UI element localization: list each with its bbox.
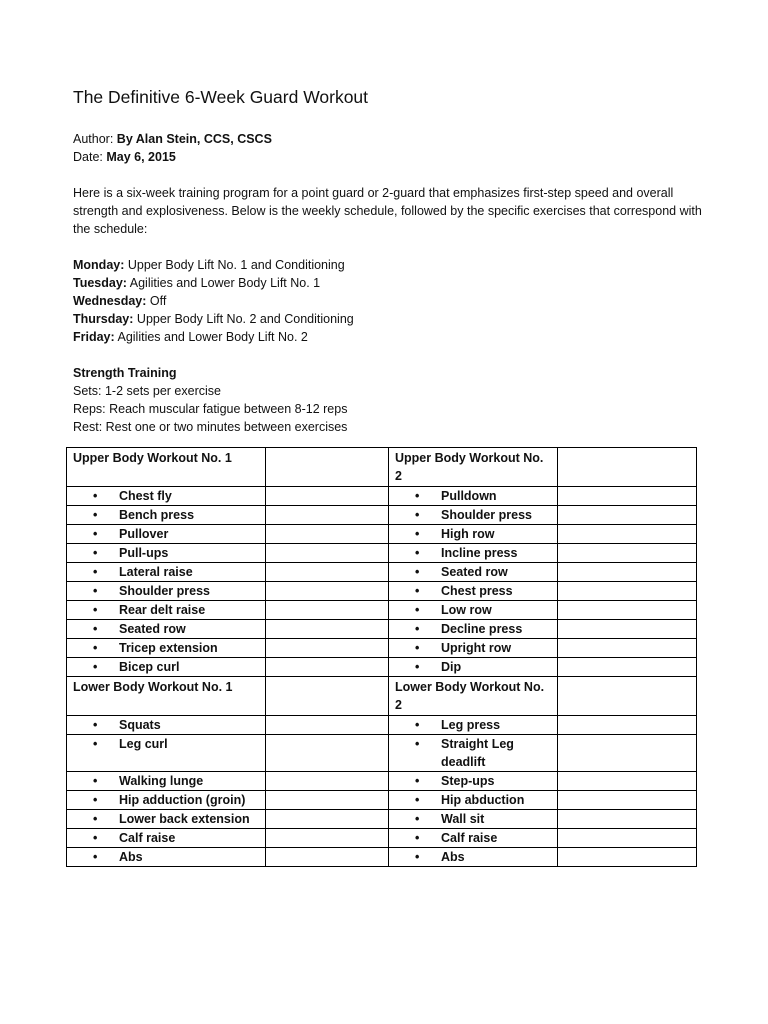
- empty-cell: [266, 506, 389, 525]
- empty-cell: [558, 544, 697, 563]
- exercise-cell: [389, 829, 558, 848]
- exercise-cell: [389, 525, 558, 544]
- bullet-icon: •: [415, 641, 420, 655]
- exercise-cell: [67, 791, 266, 810]
- empty-cell: [558, 810, 697, 829]
- table-header-row: [67, 677, 697, 716]
- list-item: [73, 582, 259, 600]
- schedule-activity: Agilities and Lower Body Lift No. 1: [129, 276, 321, 290]
- table-row: [67, 525, 697, 544]
- schedule-day: Wednesday:: [73, 294, 147, 308]
- bullet-icon: •: [93, 603, 98, 617]
- empty-cell: [266, 829, 389, 848]
- bullet-icon: •: [415, 812, 420, 826]
- bullet-icon: •: [415, 546, 420, 560]
- list-item: [395, 716, 551, 734]
- bullet-icon: •: [93, 812, 98, 826]
- workout-table: [66, 447, 697, 867]
- empty-cell: [558, 735, 697, 772]
- schedule-line: [73, 310, 703, 328]
- exercise-name: Shoulder press: [119, 584, 210, 598]
- bullet-icon: •: [415, 527, 420, 541]
- exercise-cell: [389, 716, 558, 735]
- list-item: [73, 639, 259, 657]
- exercise-name: Pullover: [119, 527, 169, 541]
- list-item: [395, 810, 551, 828]
- list-item: [395, 620, 551, 638]
- schedule-day: Friday:: [73, 330, 115, 344]
- empty-cell: [266, 658, 389, 677]
- table-row: [67, 848, 697, 867]
- empty-cell: [558, 772, 697, 791]
- empty-cell: [558, 582, 697, 601]
- exercise-cell: [67, 620, 266, 639]
- bullet-icon: •: [93, 527, 98, 541]
- schedule-activity: Off: [149, 294, 167, 308]
- schedule-day: Monday:: [73, 258, 125, 272]
- exercise-name: Shoulder press: [441, 508, 532, 522]
- weekly-schedule: [73, 256, 703, 346]
- exercise-name: Calf raise: [441, 831, 498, 845]
- empty-cell: [558, 563, 697, 582]
- exercise-cell: [389, 487, 558, 506]
- exercise-name: Incline press: [441, 546, 518, 560]
- strength-sets: Sets: 1-2 sets per exercise: [73, 384, 221, 398]
- list-item: [395, 791, 551, 809]
- list-item: [395, 506, 551, 524]
- bullet-icon: •: [415, 603, 420, 617]
- list-item: [395, 601, 551, 619]
- list-item: [395, 639, 551, 657]
- exercise-cell: [389, 620, 558, 639]
- lower-body-1-header: Lower Body Workout No. 1: [67, 677, 266, 716]
- exercise-cell: [67, 563, 266, 582]
- bullet-icon: •: [93, 793, 98, 807]
- exercise-name: Upright row: [441, 641, 512, 655]
- exercise-cell: [389, 544, 558, 563]
- upper-body-1-header: Upper Body Workout No. 1: [67, 448, 266, 487]
- list-item: [73, 716, 259, 734]
- exercise-name: Wall sit: [441, 812, 485, 826]
- exercise-cell: [389, 639, 558, 658]
- exercise-cell: [67, 525, 266, 544]
- table-row: [67, 829, 697, 848]
- date-value: May 6, 2015: [106, 150, 176, 164]
- exercise-name: Lower back extension: [119, 812, 250, 826]
- empty-cell: [266, 810, 389, 829]
- table-row: [67, 791, 697, 810]
- bullet-icon: •: [93, 622, 98, 636]
- empty-cell: [558, 487, 697, 506]
- list-item: [73, 810, 259, 828]
- exercise-cell: [67, 601, 266, 620]
- exercise-cell: [67, 639, 266, 658]
- bullet-icon: •: [93, 489, 98, 503]
- empty-cell: [266, 487, 389, 506]
- list-item: [395, 829, 551, 847]
- bullet-icon: •: [415, 737, 420, 751]
- list-item: [73, 791, 259, 809]
- schedule-day: Tuesday:: [73, 276, 127, 290]
- empty-cell: [558, 848, 697, 867]
- upper-body-2-header: Upper Body Workout No. 2: [389, 448, 558, 487]
- empty-cell: [266, 582, 389, 601]
- schedule-line: [73, 274, 703, 292]
- exercise-cell: [389, 772, 558, 791]
- list-item: [73, 563, 259, 581]
- empty-cell: [558, 791, 697, 810]
- schedule-day: Thursday:: [73, 312, 134, 326]
- empty-cell: [558, 525, 697, 544]
- exercise-cell: [67, 735, 266, 772]
- list-item: [73, 487, 259, 505]
- schedule-line: [73, 292, 703, 310]
- exercise-name: Chest press: [441, 584, 513, 598]
- bullet-icon: •: [93, 831, 98, 845]
- table-row: [67, 620, 697, 639]
- empty-cell: [558, 639, 697, 658]
- list-item: [395, 658, 551, 676]
- bullet-icon: •: [415, 718, 420, 732]
- exercise-name: Abs: [441, 850, 465, 864]
- list-item: [73, 848, 259, 866]
- schedule-activity: Upper Body Lift No. 1 and Conditioning: [127, 258, 345, 272]
- bullet-icon: •: [415, 622, 420, 636]
- exercise-cell: [67, 487, 266, 506]
- empty-cell: [266, 716, 389, 735]
- empty-cell: [558, 716, 697, 735]
- strength-heading: Strength Training: [73, 366, 177, 380]
- list-item: [73, 525, 259, 543]
- table-header-row: [67, 448, 697, 487]
- bullet-icon: •: [415, 850, 420, 864]
- schedule-line: [73, 328, 703, 346]
- list-item: [395, 582, 551, 600]
- bullet-icon: •: [93, 660, 98, 674]
- table-row: [67, 658, 697, 677]
- list-item: [73, 601, 259, 619]
- exercise-cell: [67, 544, 266, 563]
- list-item: [395, 735, 551, 771]
- document-body: [73, 86, 703, 436]
- exercise-cell: [67, 810, 266, 829]
- exercise-cell: [67, 772, 266, 791]
- bullet-icon: •: [415, 774, 420, 788]
- exercise-name: Bicep curl: [119, 660, 180, 674]
- exercise-name: Tricep extension: [119, 641, 218, 655]
- bullet-icon: •: [93, 737, 98, 751]
- document-title: The Definitive 6-Week Guard Workout: [73, 87, 369, 107]
- bullet-icon: •: [415, 489, 420, 503]
- bullet-icon: •: [415, 793, 420, 807]
- exercise-cell: [67, 848, 266, 867]
- table-row: [67, 810, 697, 829]
- exercise-cell: [67, 506, 266, 525]
- list-item: [395, 848, 551, 866]
- strength-reps: Reps: Reach muscular fatigue between 8-12 reps: [73, 402, 348, 416]
- bullet-icon: •: [415, 565, 420, 579]
- author-line: [73, 130, 703, 148]
- list-item: [395, 487, 551, 505]
- exercise-name: High row: [441, 527, 495, 541]
- exercise-cell: [389, 735, 558, 772]
- schedule-activity: Upper Body Lift No. 2 and Conditioning: [136, 312, 354, 326]
- exercise-name: Pull-ups: [119, 546, 169, 560]
- schedule-line: [73, 256, 703, 274]
- bullet-icon: •: [93, 641, 98, 655]
- empty-cell: [266, 544, 389, 563]
- list-item: [395, 772, 551, 790]
- empty-cell: [558, 677, 697, 716]
- table-row: [67, 563, 697, 582]
- exercise-name: Pulldown: [441, 489, 497, 503]
- table-row: [67, 506, 697, 525]
- exercise-cell: [389, 563, 558, 582]
- list-item: [395, 525, 551, 543]
- exercise-name: Leg press: [441, 718, 501, 732]
- table-row: [67, 735, 697, 772]
- bullet-icon: •: [415, 831, 420, 845]
- intro-paragraph: Here is a six-week training program for a point guard or 2-guard that emphasizes first-step speed and overall strength and explosiveness. Below is the weekly schedule, followed by the specific exercises that correspond with the schedule:: [73, 186, 702, 236]
- bullet-icon: •: [93, 508, 98, 522]
- exercise-name: Decline press: [441, 622, 523, 636]
- list-item: [73, 772, 259, 790]
- empty-cell: [266, 791, 389, 810]
- empty-cell: [266, 848, 389, 867]
- lower-body-2-header: Lower Body Workout No. 2: [389, 677, 558, 716]
- exercise-cell: [389, 601, 558, 620]
- exercise-name: Rear delt raise: [119, 603, 206, 617]
- exercise-cell: [389, 506, 558, 525]
- empty-cell: [266, 563, 389, 582]
- empty-cell: [266, 772, 389, 791]
- exercise-name: Straight Leg deadlift: [441, 737, 514, 769]
- author-label: Author:: [73, 132, 114, 146]
- table-row: [67, 544, 697, 563]
- exercise-cell: [389, 582, 558, 601]
- empty-cell: [558, 601, 697, 620]
- exercise-name: Abs: [119, 850, 143, 864]
- table-row: [67, 601, 697, 620]
- list-item: [73, 658, 259, 676]
- table-row: [67, 639, 697, 658]
- table-row: [67, 487, 697, 506]
- exercise-name: Seated row: [119, 622, 186, 636]
- exercise-cell: [389, 810, 558, 829]
- exercise-name: Bench press: [119, 508, 195, 522]
- bullet-icon: •: [93, 546, 98, 560]
- empty-cell: [266, 677, 389, 716]
- bullet-icon: •: [415, 508, 420, 522]
- list-item: [73, 829, 259, 847]
- empty-cell: [558, 658, 697, 677]
- empty-cell: [558, 829, 697, 848]
- empty-cell: [266, 620, 389, 639]
- exercise-name: Low row: [441, 603, 492, 617]
- empty-cell: [558, 620, 697, 639]
- exercise-name: Walking lunge: [119, 774, 204, 788]
- exercise-name: Hip adduction (groin): [119, 793, 246, 807]
- empty-cell: [266, 735, 389, 772]
- exercise-name: Calf raise: [119, 831, 176, 845]
- exercise-name: Leg curl: [119, 737, 168, 751]
- bullet-icon: •: [415, 660, 420, 674]
- exercise-cell: [67, 716, 266, 735]
- bullet-icon: •: [93, 850, 98, 864]
- bullet-icon: •: [93, 718, 98, 732]
- exercise-cell: [67, 658, 266, 677]
- list-item: [395, 544, 551, 562]
- bullet-icon: •: [93, 565, 98, 579]
- exercise-cell: [389, 848, 558, 867]
- list-item: [73, 735, 259, 753]
- bullet-icon: •: [415, 584, 420, 598]
- strength-rest: Rest: Rest one or two minutes between exercises: [73, 420, 348, 434]
- exercise-name: Chest fly: [119, 489, 172, 503]
- exercise-name: Lateral raise: [119, 565, 193, 579]
- list-item: [73, 620, 259, 638]
- exercise-cell: [67, 582, 266, 601]
- exercise-cell: [389, 658, 558, 677]
- exercise-name: Dip: [441, 660, 462, 674]
- exercise-name: Seated row: [441, 565, 508, 579]
- empty-cell: [558, 506, 697, 525]
- list-item: [73, 544, 259, 562]
- schedule-activity: Agilities and Lower Body Lift No. 2: [117, 330, 308, 344]
- exercise-name: Hip abduction: [441, 793, 525, 807]
- empty-cell: [266, 448, 389, 487]
- author-value: By Alan Stein, CCS, CSCS: [116, 132, 272, 146]
- exercise-name: Step-ups: [441, 774, 495, 788]
- strength-training-section: [73, 364, 703, 436]
- empty-cell: [266, 601, 389, 620]
- table-row: [67, 716, 697, 735]
- empty-cell: [558, 448, 697, 487]
- table-row: [67, 582, 697, 601]
- exercise-name: Squats: [119, 718, 161, 732]
- bullet-icon: •: [93, 774, 98, 788]
- empty-cell: [266, 639, 389, 658]
- list-item: [73, 506, 259, 524]
- exercise-cell: [67, 829, 266, 848]
- list-item: [395, 563, 551, 581]
- table-row: [67, 772, 697, 791]
- bullet-icon: •: [93, 584, 98, 598]
- date-label: Date:: [73, 150, 103, 164]
- exercise-cell: [389, 791, 558, 810]
- empty-cell: [266, 525, 389, 544]
- date-line: [73, 148, 703, 166]
